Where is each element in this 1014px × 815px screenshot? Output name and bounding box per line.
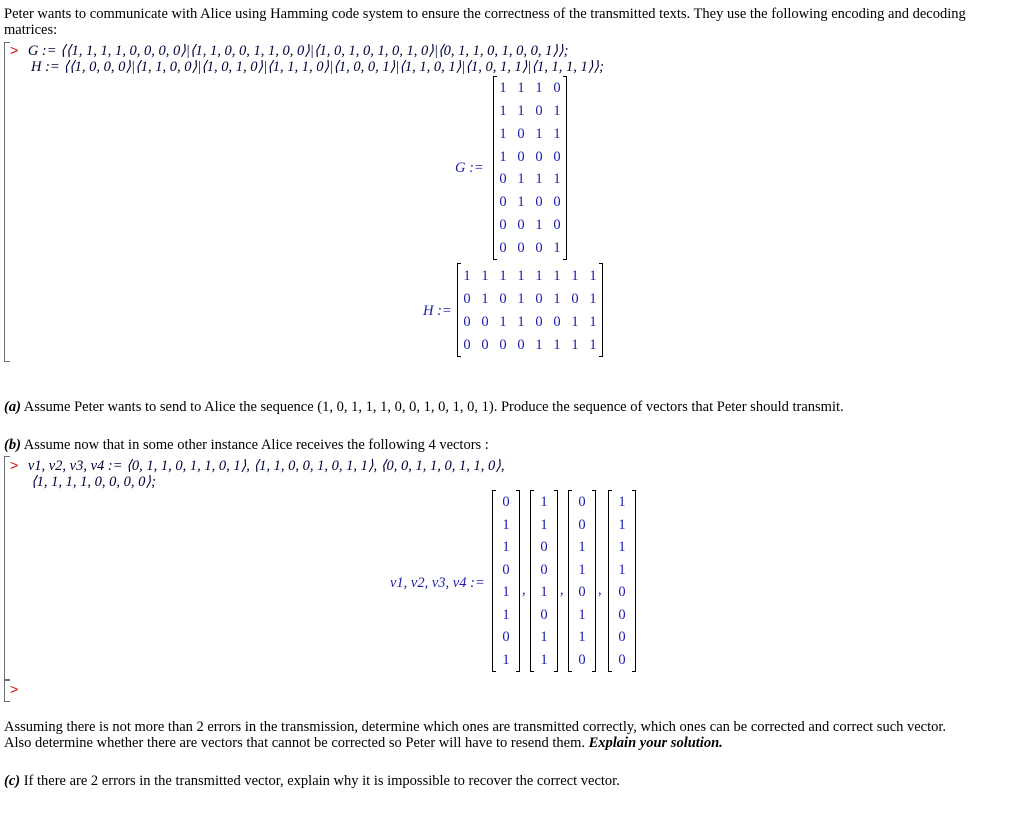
matrix-cell: 1	[571, 313, 579, 330]
execution-group-bracket[interactable]	[4, 42, 10, 362]
matrix-cell: 1	[553, 125, 561, 142]
matrix-cell: 0	[499, 216, 507, 233]
vector-entry: 1	[540, 629, 548, 646]
matrix-cell: 0	[499, 336, 507, 353]
matrix-cell: 1	[535, 80, 543, 97]
vector-entry: 1	[618, 516, 626, 533]
matrix-row	[458, 265, 602, 287]
matrix-cell: 1	[553, 336, 561, 353]
matrix-cell: 0	[535, 194, 543, 211]
matrix-cell: 1	[481, 267, 489, 284]
vector-v2	[530, 491, 558, 671]
g-input-text[interactable]: G := ⟨⟨1, 1, 1, 1, 0, 0, 0, 0⟩|⟨1, 1, 0, 0, 1, 1, 0, 0⟩|⟨1, 0, 1, 0, 1, 0, 1, 0⟩|⟨0, 1, 1, 0, 1, 0, 0, 1⟩⟩;	[27, 43, 569, 59]
h-output-label: H :=	[423, 303, 452, 319]
vector-separator: ,	[598, 582, 602, 598]
part-a	[4, 399, 844, 416]
intro-text-cont: matrices:	[4, 22, 58, 38]
v-input-text-2[interactable]: ⟨1, 1, 1, 1, 0, 0, 0, 0⟩;	[31, 474, 156, 490]
g-output-label: G :=	[455, 160, 484, 176]
matrix-cell: 1	[535, 125, 543, 142]
vector-entry: 1	[578, 561, 586, 578]
vector-entry: 1	[618, 561, 626, 578]
prompt-symbol: >	[10, 42, 19, 58]
vector-entry: 0	[540, 539, 548, 556]
part-b-text: Assume now that in some other instance Alice receives the following 4 vectors :	[23, 437, 489, 453]
matrix-cell: 1	[553, 239, 561, 256]
matrix-row	[458, 334, 602, 356]
matrix-cell: 0	[517, 148, 525, 165]
vector-entry: 0	[502, 629, 510, 646]
matrix-row	[494, 237, 566, 259]
matrix-cell: 0	[535, 103, 543, 120]
assume-line-1: Assuming there is not more than 2 errors in the transmission, determine which ones are transmitted correctly, which ones can be corrected and correct such vector.	[4, 719, 947, 735]
part-a-text: Assume Peter wants to send to Alice the sequence (1, 0, 1, 1, 1, 0, 0, 1, 0, 1, 0, 1). Produce the sequence of vectors that Peter should transmit.	[23, 399, 844, 415]
matrix-cell: 1	[499, 125, 507, 142]
vector-entry: 1	[578, 539, 586, 556]
matrix-row	[494, 191, 566, 213]
part-a-label: (a)	[4, 399, 21, 415]
matrix-cell: 1	[553, 267, 561, 284]
matrix-cell: 1	[553, 290, 561, 307]
vector-entry: 1	[618, 494, 626, 511]
matrix-cell: 0	[553, 313, 561, 330]
matrix-cell: 0	[535, 148, 543, 165]
matrix-cell: 0	[481, 336, 489, 353]
matrix-cell: 1	[535, 336, 543, 353]
matrix-cell: 0	[553, 80, 561, 97]
h-output-matrix	[457, 264, 603, 356]
matrix-cell: 0	[517, 125, 525, 142]
part-c	[4, 773, 620, 790]
vector-entry: 0	[540, 606, 548, 623]
part-c-label: (c)	[4, 773, 21, 789]
matrix-cell: 0	[535, 290, 543, 307]
matrix-row	[494, 146, 566, 168]
g-input-line[interactable]	[10, 42, 569, 60]
matrix-cell: 0	[553, 194, 561, 211]
matrix-cell: 1	[517, 103, 525, 120]
intro-text: Peter wants to communicate with Alice using Hamming code system to ensure the correctness of the transmitted texts. They use the following encoding and decoding	[4, 6, 966, 22]
matrix-cell: 1	[499, 80, 507, 97]
g-output-matrix	[493, 77, 567, 259]
vector-entry: 0	[618, 651, 626, 668]
matrix-cell: 0	[517, 239, 525, 256]
vector-entry: 1	[540, 516, 548, 533]
vector-entry: 0	[618, 629, 626, 646]
vector-entry: 1	[578, 629, 586, 646]
vector-entry: 1	[502, 651, 510, 668]
matrix-cell: 0	[535, 313, 543, 330]
prompt-symbol-2: >	[10, 457, 19, 473]
matrix-cell: 1	[499, 267, 507, 284]
matrix-cell: 1	[517, 290, 525, 307]
matrix-cell: 1	[571, 267, 579, 284]
matrix-cell: 0	[499, 239, 507, 256]
execution-group-bracket-2[interactable]	[4, 456, 10, 680]
matrix-cell: 0	[499, 171, 507, 188]
matrix-row	[494, 123, 566, 145]
matrix-row	[458, 311, 602, 333]
matrix-cell: 0	[499, 290, 507, 307]
vector-entry: 1	[540, 584, 548, 601]
vector-entry: 0	[578, 516, 586, 533]
vector-entry: 0	[502, 561, 510, 578]
matrix-cell: 0	[499, 194, 507, 211]
matrix-cell: 1	[553, 171, 561, 188]
matrix-cell: 0	[553, 148, 561, 165]
part-b	[4, 437, 489, 454]
vector-v3	[568, 491, 596, 671]
matrix-cell: 1	[517, 194, 525, 211]
matrix-cell: 1	[499, 103, 507, 120]
matrix-cell: 1	[535, 267, 543, 284]
assume-line-2	[4, 735, 723, 752]
vector-entry: 0	[578, 494, 586, 511]
vector-entry: 0	[578, 584, 586, 601]
matrix-cell: 1	[517, 313, 525, 330]
matrix-cell: 0	[517, 336, 525, 353]
matrix-cell: 1	[571, 336, 579, 353]
vector-entry: 1	[618, 539, 626, 556]
assume-line-2-text: Also determine whether there are vectors that cannot be corrected so Peter will have to resend them.	[4, 735, 585, 751]
empty-prompt-line[interactable]	[10, 681, 18, 699]
vector-separator: ,	[560, 582, 564, 598]
explain-emphasis: Explain your solution.	[588, 735, 723, 751]
matrix-row	[494, 100, 566, 122]
matrix-cell: 0	[535, 239, 543, 256]
vector-entry: 1	[502, 539, 510, 556]
matrix-cell: 1	[589, 290, 597, 307]
vector-entry: 0	[502, 494, 510, 511]
matrix-cell: 1	[499, 148, 507, 165]
v-input-line[interactable]	[10, 457, 505, 475]
matrix-cell: 1	[535, 171, 543, 188]
matrix-cell: 1	[535, 216, 543, 233]
matrix-cell: 1	[517, 171, 525, 188]
matrix-cell: 1	[481, 290, 489, 307]
matrix-row	[458, 288, 602, 310]
vector-entry: 1	[540, 651, 548, 668]
vector-separator: ,	[522, 582, 526, 598]
part-b-label: (b)	[4, 437, 21, 453]
vector-entry: 0	[618, 584, 626, 601]
matrix-cell: 1	[589, 336, 597, 353]
vector-entry: 1	[502, 606, 510, 623]
matrix-cell: 1	[463, 267, 471, 284]
matrix-cell: 0	[463, 336, 471, 353]
matrix-cell: 0	[571, 290, 579, 307]
vector-v4	[608, 491, 636, 671]
matrix-cell: 1	[589, 313, 597, 330]
matrix-row	[494, 214, 566, 236]
vector-entry: 1	[578, 606, 586, 623]
matrix-cell: 1	[517, 267, 525, 284]
matrix-cell: 0	[481, 313, 489, 330]
matrix-cell: 0	[463, 290, 471, 307]
vector-entry: 1	[502, 584, 510, 601]
matrix-cell: 1	[499, 313, 507, 330]
part-c-text: If there are 2 errors in the transmitted vector, explain why it is impossible to recover the correct vector.	[23, 773, 620, 789]
vector-entry: 0	[540, 561, 548, 578]
vector-entry: 1	[540, 494, 548, 511]
v-output-label: v1, v2, v3, v4 :=	[390, 575, 485, 591]
matrix-row	[494, 168, 566, 190]
vector-entry: 0	[618, 606, 626, 623]
matrix-cell: 0	[553, 216, 561, 233]
matrix-cell: 0	[517, 216, 525, 233]
vector-v1	[492, 491, 520, 671]
vector-entry: 1	[502, 516, 510, 533]
matrix-cell: 1	[589, 267, 597, 284]
empty-prompt-symbol: >	[10, 681, 19, 697]
v-input-text-1[interactable]: v1, v2, v3, v4 := ⟨0, 1, 1, 0, 1, 1, 0, 1⟩, ⟨1, 1, 0, 0, 1, 0, 1, 1⟩, ⟨0, 0, 1, 1, 0, 1, 1, 0⟩,	[27, 458, 505, 474]
matrix-cell: 0	[463, 313, 471, 330]
matrix-cell: 1	[517, 80, 525, 97]
matrix-row	[494, 77, 566, 99]
h-input-text[interactable]: H := ⟨⟨1, 0, 0, 0⟩|⟨1, 1, 0, 0⟩|⟨1, 0, 1, 0⟩|⟨1, 1, 1, 0⟩|⟨1, 0, 0, 1⟩|⟨1, 1, 0, 1⟩|⟨1, 0, 1, 1⟩|⟨1, 1, 1, 1⟩⟩;	[31, 59, 604, 75]
vector-entry: 0	[578, 651, 586, 668]
matrix-cell: 1	[553, 103, 561, 120]
